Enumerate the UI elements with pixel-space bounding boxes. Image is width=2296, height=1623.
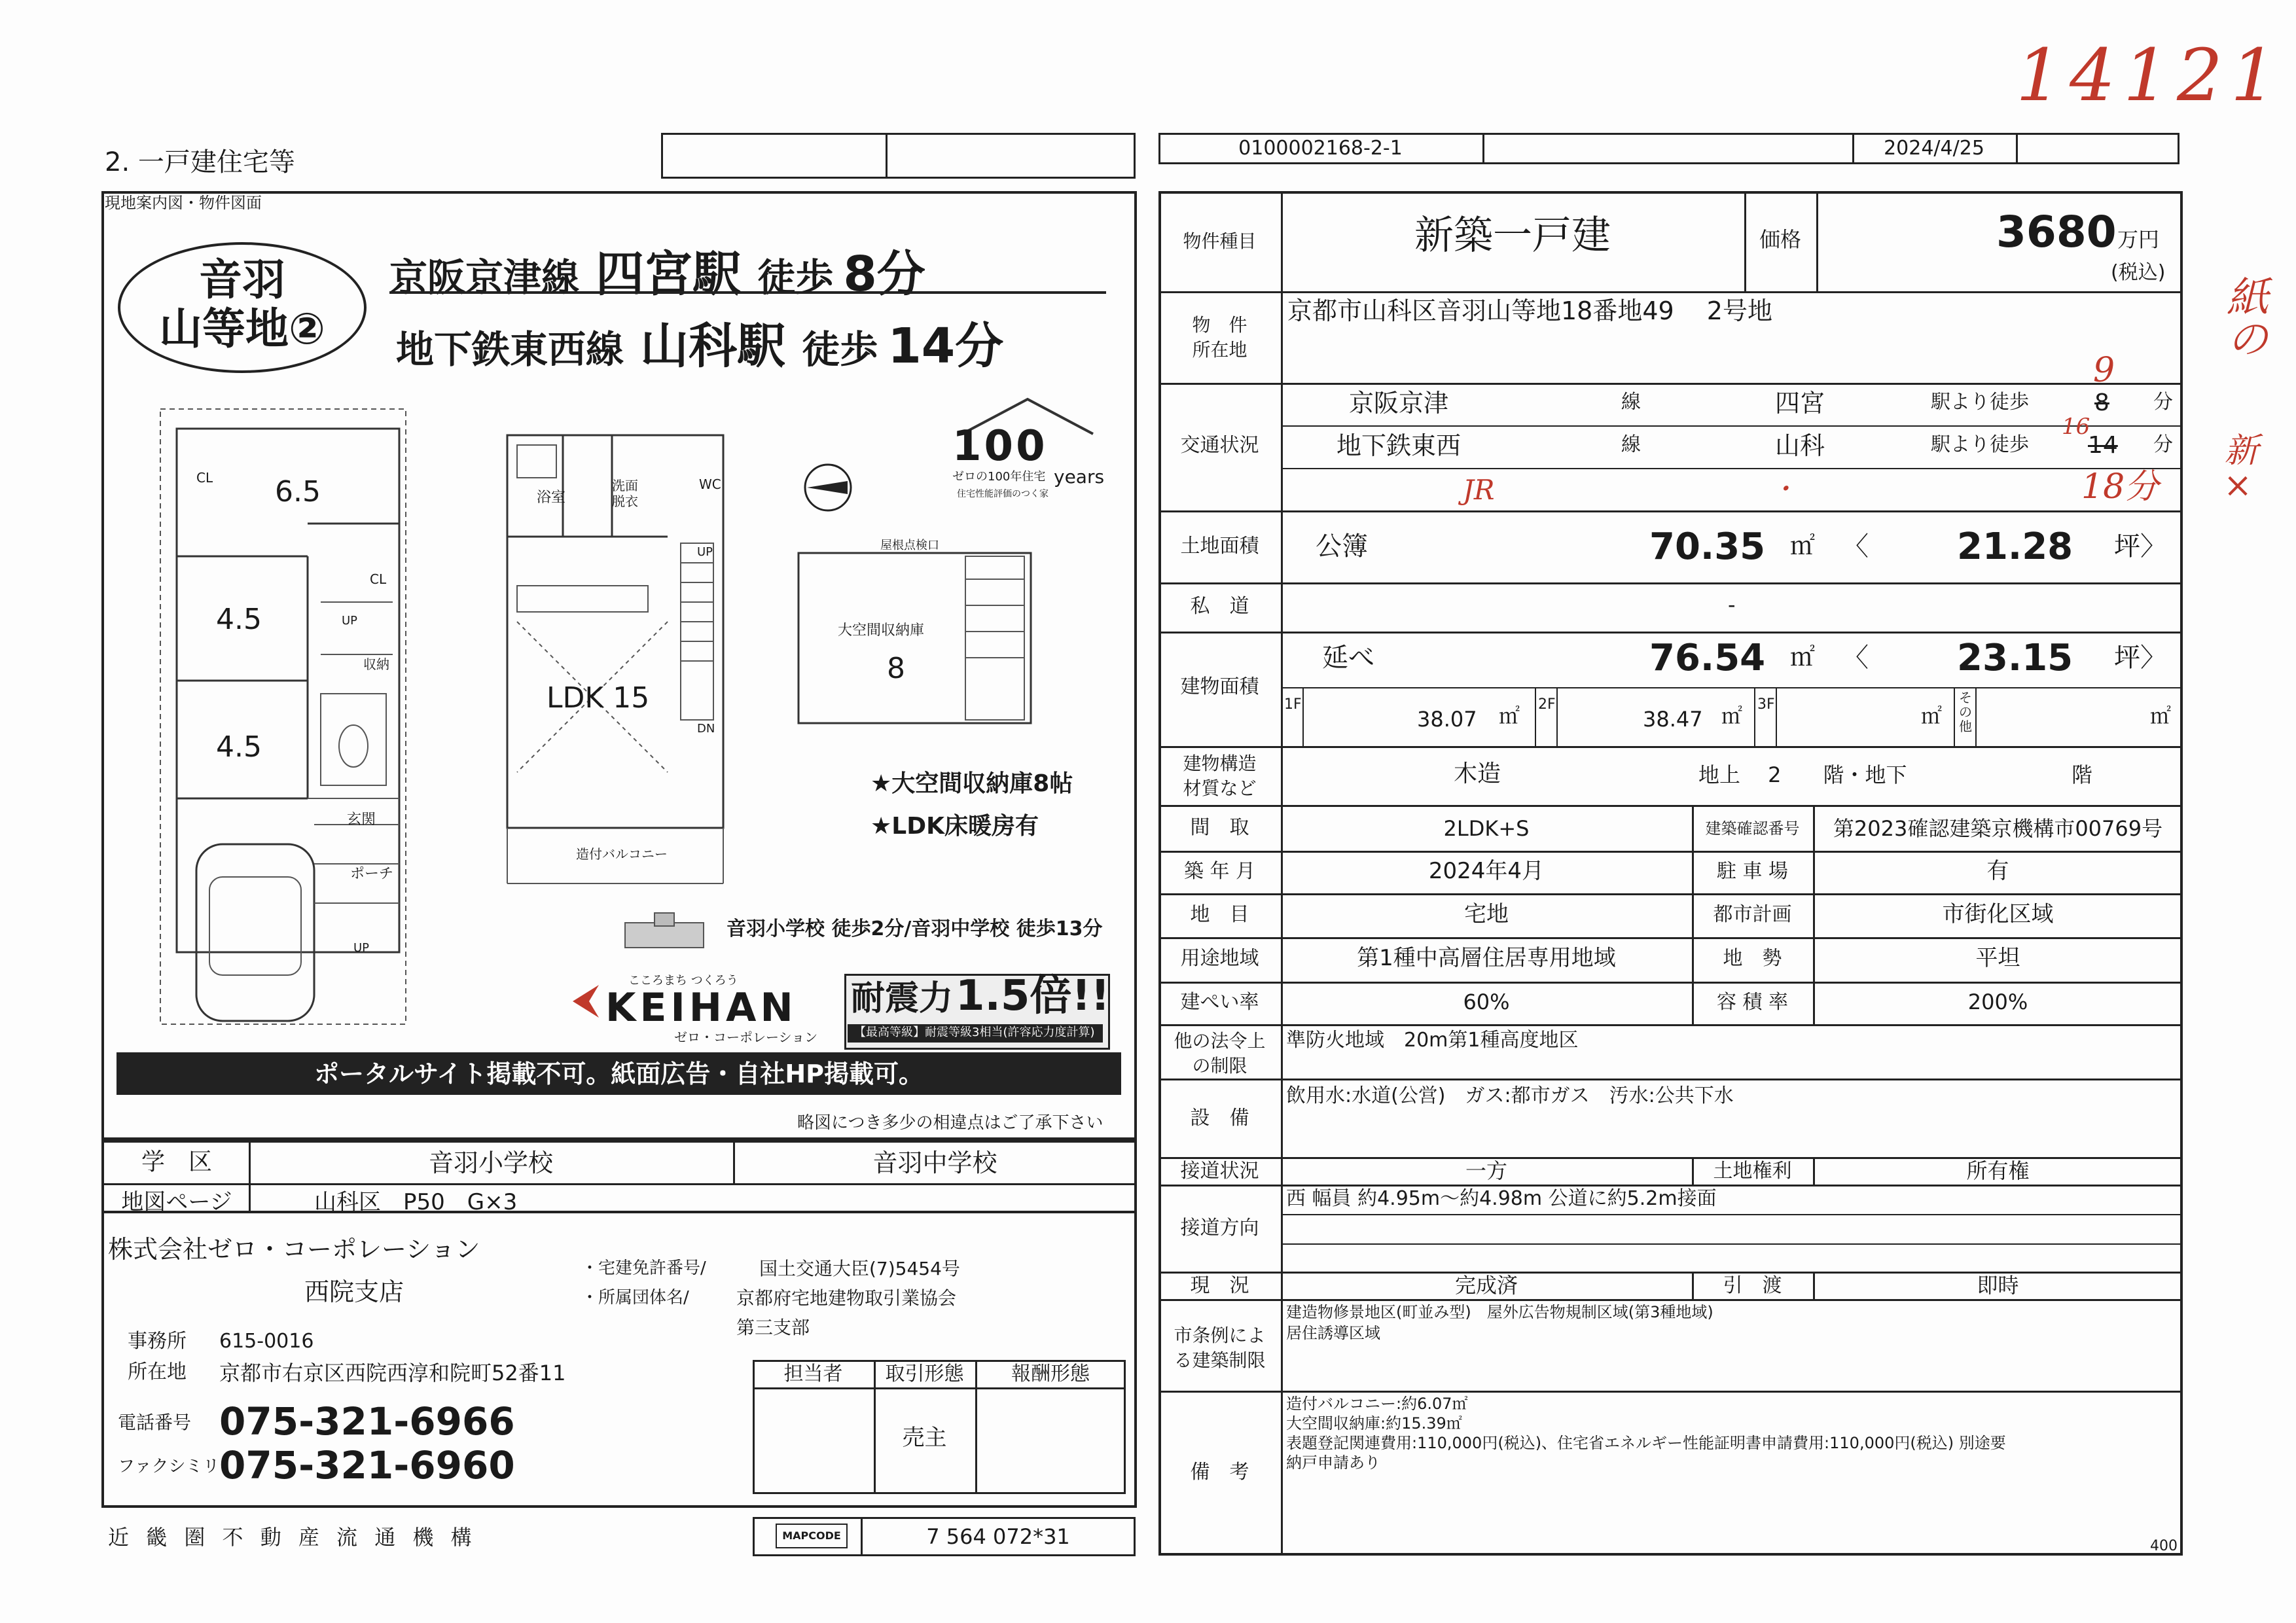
land-area-sqm: ㎡ bbox=[1790, 531, 1816, 560]
traffic-label: 交通状況 bbox=[1180, 434, 1259, 457]
traffic-2-unit: 分 bbox=[2153, 433, 2173, 456]
assoc-value-1: 京都府宅地建物取引業協会 bbox=[736, 1287, 957, 1309]
map-page-value: 山科区 P50 G×3 bbox=[314, 1189, 518, 1215]
room-4-5-b: 4.5 bbox=[216, 730, 262, 764]
tel-number: 075-321-6966 bbox=[219, 1399, 515, 1444]
quake-text: 耐震力 bbox=[851, 979, 954, 1018]
building-total-tsubo: 23.15 bbox=[1957, 637, 2073, 679]
traffic-2-line-suffix: 線 bbox=[1621, 433, 1641, 456]
mapcode-logo bbox=[776, 1524, 848, 1548]
remarks-line-4: 納戸申請あり bbox=[1286, 1454, 1380, 1472]
floor3-sqm: ㎡ bbox=[1921, 704, 1943, 728]
access-line2-station: 山科駅 bbox=[640, 318, 786, 374]
floors-below-unit: 階 bbox=[2072, 762, 2093, 787]
page-number: 400 bbox=[2150, 1538, 2178, 1554]
branch-name: 西院支店 bbox=[304, 1277, 404, 1306]
handwriting-dot: ・ bbox=[1770, 474, 1797, 505]
handwriting-16: 16 bbox=[2062, 414, 2090, 440]
built-label: 築 年 月 bbox=[1183, 860, 1256, 883]
far-label: 容 積 率 bbox=[1716, 991, 1789, 1014]
org-name: 近 畿 圏 不 動 産 流 通 機 構 bbox=[108, 1525, 477, 1550]
land-area-tsubo: 21.28 bbox=[1957, 526, 2073, 568]
traffic-1-unit: 分 bbox=[2153, 391, 2173, 414]
assoc-value-2: 第三支部 bbox=[736, 1317, 810, 1338]
school-district-label: 学 区 bbox=[141, 1149, 212, 1175]
deal-value: 売主 bbox=[902, 1425, 947, 1451]
access-line2-minutes: 14分 bbox=[888, 318, 1004, 374]
quake-sub bbox=[848, 1024, 1103, 1043]
ordinance-line-1: 建造物修景地区(町並み型) 屋外広告物規制区域(第3種地域) bbox=[1286, 1303, 1713, 1321]
status-label: 現 況 bbox=[1190, 1274, 1249, 1297]
road-dir-label: 接道方向 bbox=[1180, 1217, 1259, 1240]
ordinance-label bbox=[1158, 1323, 1281, 1373]
room-storage-size: 8 bbox=[887, 652, 905, 685]
traffic-1-minutes: 8 bbox=[2094, 389, 2109, 416]
logo-sub: ゼロの100年住宅 bbox=[952, 470, 1046, 484]
keihan-sub: ゼロ・コーポレーション bbox=[674, 1029, 818, 1045]
office-postal: 615-0016 bbox=[219, 1330, 314, 1353]
land-area-label: 土地面積 bbox=[1180, 535, 1259, 558]
structure-label-text: 建物構造 材質など bbox=[1183, 753, 1257, 799]
map-note: 略図につき多少の相違点はご了承下さい bbox=[797, 1113, 1103, 1133]
type-label: 物件種目 bbox=[1183, 230, 1257, 252]
section-title: 2. 一戸建住宅等 bbox=[105, 147, 295, 177]
land-area-open: 〈 bbox=[1842, 531, 1869, 562]
remarks-line-2: 大空間収納庫:約15.39㎡ bbox=[1286, 1414, 1462, 1433]
access-line-1 bbox=[389, 236, 1109, 302]
school-building-icon bbox=[619, 910, 710, 949]
floor1-sqm: ㎡ bbox=[1499, 704, 1520, 728]
label-entrance: 玄関 bbox=[347, 812, 376, 828]
label-up-porch: UP bbox=[353, 941, 370, 955]
other-floor-sqm: ㎡ bbox=[2150, 704, 2172, 728]
label-up-2f: UP bbox=[697, 545, 713, 559]
access-line2-walk: 徒歩 bbox=[802, 327, 878, 372]
building-area-label: 建物面積 bbox=[1180, 675, 1259, 698]
logo-100: 100 bbox=[952, 422, 1048, 471]
compass-icon bbox=[802, 461, 854, 514]
room-4-5-a: 4.5 bbox=[216, 603, 262, 636]
access-line1-minutes: 8分 bbox=[843, 246, 925, 302]
portal-notice-text: ポータルサイト掲載不可。紙面広告・自社HP掲載可。 bbox=[314, 1060, 924, 1088]
access-line1-railway: 京阪京津線 bbox=[389, 255, 580, 300]
traffic-1-line-suffix: 線 bbox=[1621, 391, 1641, 414]
tel-label: 電話番号 bbox=[118, 1412, 192, 1433]
remarks-line-1: 造付バルコニー:約6.07㎡ bbox=[1286, 1395, 1468, 1413]
traffic-1-station: 四宮 bbox=[1774, 389, 1825, 418]
badge-line2: 山等地② bbox=[159, 304, 325, 354]
license-value: 国土交通大臣(7)5454号 bbox=[759, 1258, 960, 1279]
handwriting-jr: JR bbox=[1463, 474, 1495, 506]
handwriting-18min: 18分 bbox=[2081, 467, 2159, 507]
handwriting-9: 9 bbox=[2093, 351, 2115, 390]
road-dir-value: 西 幅員 約4.95m〜約4.98m 公道に約5.2m接面 bbox=[1286, 1187, 1717, 1210]
price-label: 価格 bbox=[1759, 227, 1801, 252]
address-label: 所在地 bbox=[128, 1361, 187, 1383]
remarks-label: 備 考 bbox=[1190, 1461, 1249, 1484]
road-value: 一方 bbox=[1465, 1158, 1507, 1183]
traffic-1-line: 京阪京津 bbox=[1348, 389, 1448, 418]
zoning-label: 用途地域 bbox=[1180, 947, 1259, 970]
traffic-2-walk-label: 駅より徒歩 bbox=[1931, 433, 2029, 456]
facility-label: 設 備 bbox=[1190, 1107, 1249, 1130]
building-total-open: 〈 bbox=[1842, 643, 1869, 673]
building-total-label: 延べ bbox=[1322, 643, 1374, 673]
floor2-value: 38.47 bbox=[1643, 707, 1703, 732]
logo-sub2: 住宅性能評価のつく家 bbox=[957, 489, 1049, 499]
header-box-left bbox=[661, 133, 1136, 179]
label-wc: WC bbox=[699, 476, 721, 492]
facility-value: 飲用水:水道(公営) ガス:都市ガス 汚水:公共下水 bbox=[1286, 1084, 1734, 1107]
room-ldk: LDK 15 bbox=[547, 681, 650, 715]
schools-text: 音羽小学校 徒歩2分/音羽中学校 徒歩13分 bbox=[726, 918, 1103, 940]
header-code: 0100002168-2-1 bbox=[1238, 137, 1403, 160]
bcr-label: 建ぺい率 bbox=[1180, 991, 1259, 1014]
header-date: 2024/4/25 bbox=[1884, 137, 1984, 160]
label-storage: 収納 bbox=[363, 656, 389, 672]
remarks-line-3: 表題登記関連費用:110,000円(税込)、住宅省エネルギー性能証明書申請費用:110,000円(税込) 別途要 bbox=[1286, 1434, 2006, 1452]
floor3-label: 3F bbox=[1757, 696, 1775, 713]
license-label: ・宅建免許番号/ bbox=[581, 1258, 706, 1278]
zoning-value: 第1種中高層住居専用地域 bbox=[1357, 945, 1616, 971]
structure-label bbox=[1158, 751, 1281, 801]
type-value: 新築一戸建 bbox=[1414, 213, 1611, 259]
quake-sub-text: 【最高等級】耐震等級3相当(許容応力度計算) bbox=[854, 1026, 1095, 1039]
room-6-5: 6.5 bbox=[275, 475, 321, 508]
location-label-text: 物 件 所在地 bbox=[1192, 314, 1247, 361]
mapcode-logo-text: MAPCODE bbox=[782, 1529, 841, 1542]
price-tax: (税込) bbox=[2111, 261, 2166, 284]
land-area-value: 70.35 bbox=[1649, 526, 1766, 568]
junior-high-school: 音羽中学校 bbox=[872, 1149, 997, 1177]
elementary-school: 音羽小学校 bbox=[428, 1149, 553, 1177]
access-line2-railway: 地下鉄東西線 bbox=[396, 327, 624, 372]
access-line-2 bbox=[396, 308, 1116, 374]
keihan-mark-icon bbox=[569, 982, 602, 1021]
badge-line1: 音羽 bbox=[199, 255, 285, 305]
price-unit: 万円 bbox=[2117, 227, 2160, 252]
floor1-value: 38.07 bbox=[1417, 707, 1477, 732]
location-label bbox=[1158, 313, 1281, 363]
building-total-tsubo-unit: 坪〉 bbox=[2114, 643, 2166, 673]
far-value: 200% bbox=[1967, 990, 2028, 1014]
feature-2: ★LDK床暖房有 bbox=[870, 813, 1039, 840]
land-right-label: 土地権利 bbox=[1713, 1160, 1792, 1183]
label-cl-2: CL bbox=[370, 571, 387, 587]
office-address: 京都市右京区西院西淳和院町52番11 bbox=[219, 1361, 566, 1385]
ordinance-line-2: 居住誘導区域 bbox=[1286, 1324, 1380, 1342]
label-porch: ポーチ bbox=[350, 866, 394, 882]
land-area-kind: 公簿 bbox=[1316, 531, 1368, 562]
deal-label: 取引形態 bbox=[885, 1363, 964, 1385]
land-category-value: 宅地 bbox=[1464, 901, 1509, 927]
land-right-value: 所有権 bbox=[1966, 1158, 2030, 1183]
handwritten-number: 14121 bbox=[2016, 33, 2284, 117]
ordinance-label-text: 市条例によ る建築制限 bbox=[1174, 1325, 1266, 1371]
access-line1-walk: 徒歩 bbox=[757, 255, 834, 300]
confirm-value: 第2023確認建築京機構市00769号 bbox=[1833, 816, 2163, 841]
layout-label: 間 取 bbox=[1190, 816, 1249, 839]
portal-notice bbox=[117, 1052, 1121, 1095]
keihan-logo: KEIHAN bbox=[605, 985, 797, 1031]
other-law-label bbox=[1158, 1029, 1281, 1079]
city-plan-label: 都市計画 bbox=[1713, 903, 1792, 926]
mapcode-value: 7 564 072*31 bbox=[926, 1524, 1070, 1549]
parking-label: 駐 車 場 bbox=[1716, 860, 1789, 883]
feature-1: ★大空間収納庫8帖 bbox=[870, 770, 1073, 797]
floor2-label: 2F bbox=[1538, 696, 1556, 713]
traffic-2-station: 山科 bbox=[1774, 431, 1825, 460]
other-law-value: 準防火地域 20m第1種高度地区 bbox=[1286, 1029, 1579, 1052]
land-category-label: 地 目 bbox=[1190, 903, 1249, 926]
keihan-kana: こころまち つくろう bbox=[628, 974, 738, 988]
fax-label: ファクシミリ bbox=[118, 1457, 220, 1476]
terrain-label: 地 勢 bbox=[1723, 947, 1782, 970]
label-roof-access: 屋根点検口 bbox=[880, 539, 939, 552]
status-value: 完成済 bbox=[1454, 1273, 1518, 1298]
label-dn-2f: DN bbox=[697, 722, 715, 736]
label-wash-text: 洗面 脱衣 bbox=[612, 478, 638, 509]
office-label: 事務所 bbox=[128, 1330, 187, 1353]
terrain-value: 平坦 bbox=[1975, 945, 2020, 971]
fax-number: 075-321-6960 bbox=[219, 1443, 515, 1488]
floor2-sqm: ㎡ bbox=[1721, 704, 1743, 728]
land-area-tsubo-unit: 坪〉 bbox=[2114, 531, 2166, 562]
price-value: 3680 bbox=[1996, 207, 2117, 257]
building-total-value: 76.54 bbox=[1649, 637, 1766, 679]
quake-value: 1.5倍!! bbox=[956, 972, 1110, 1020]
other-law-label-text: 他の法令上 の制限 bbox=[1174, 1030, 1266, 1077]
label-wash bbox=[612, 478, 638, 509]
company-name: 株式会社ゼロ・コーポレーション bbox=[108, 1235, 480, 1264]
label-up-1f: UP bbox=[342, 614, 358, 628]
handover-value: 即時 bbox=[1977, 1273, 2019, 1298]
logo-years: years bbox=[1054, 466, 1105, 488]
assoc-label: ・所属団体名/ bbox=[581, 1288, 689, 1308]
floors-above: 地上 2 階・地下 bbox=[1698, 762, 1907, 787]
private-road-value: - bbox=[1728, 592, 1736, 617]
other-floor-label: その他 bbox=[1959, 690, 1972, 734]
handover-label: 引 渡 bbox=[1723, 1274, 1782, 1297]
label-bath: 浴室 bbox=[537, 490, 566, 506]
structure-value: 木造 bbox=[1453, 760, 1501, 787]
traffic-2-minutes: 14 bbox=[2088, 432, 2118, 459]
layout-value: 2LDK+S bbox=[1443, 816, 1530, 841]
floor1-label: 1F bbox=[1284, 696, 1302, 713]
staff-label: 担当者 bbox=[783, 1363, 843, 1385]
label-cl-1: CL bbox=[196, 470, 213, 486]
private-road-label: 私 道 bbox=[1190, 595, 1249, 618]
parking-value: 有 bbox=[1986, 858, 2009, 884]
bcr-value: 60% bbox=[1463, 990, 1510, 1014]
fee-label: 報酬形態 bbox=[1011, 1363, 1090, 1385]
handwriting-new: 新× bbox=[2218, 432, 2257, 505]
access-line1-station: 四宮駅 bbox=[596, 246, 742, 302]
location-value: 京都市山科区音羽山等地18番地49 2号地 bbox=[1287, 296, 1772, 325]
road-label: 接道状況 bbox=[1180, 1160, 1259, 1183]
built-value: 2024年4月 bbox=[1428, 858, 1545, 884]
confirm-label: 建築確認番号 bbox=[1705, 819, 1800, 838]
traffic-1-walk-label: 駅より徒歩 bbox=[1931, 391, 2029, 414]
city-plan-value: 市街化区域 bbox=[1942, 901, 2054, 927]
label-balcony: 造付バルコニー bbox=[576, 846, 668, 862]
label-storage-room: 大空間収納庫 bbox=[838, 622, 925, 639]
traffic-2-line: 地下鉄東西 bbox=[1336, 431, 1461, 460]
map-caption: 現地案内図・物件図面 bbox=[105, 194, 262, 212]
handwriting-paper: 紙の bbox=[2219, 275, 2268, 359]
map-page-label: 地図ページ bbox=[121, 1189, 232, 1215]
building-total-sqm: ㎡ bbox=[1790, 643, 1816, 671]
